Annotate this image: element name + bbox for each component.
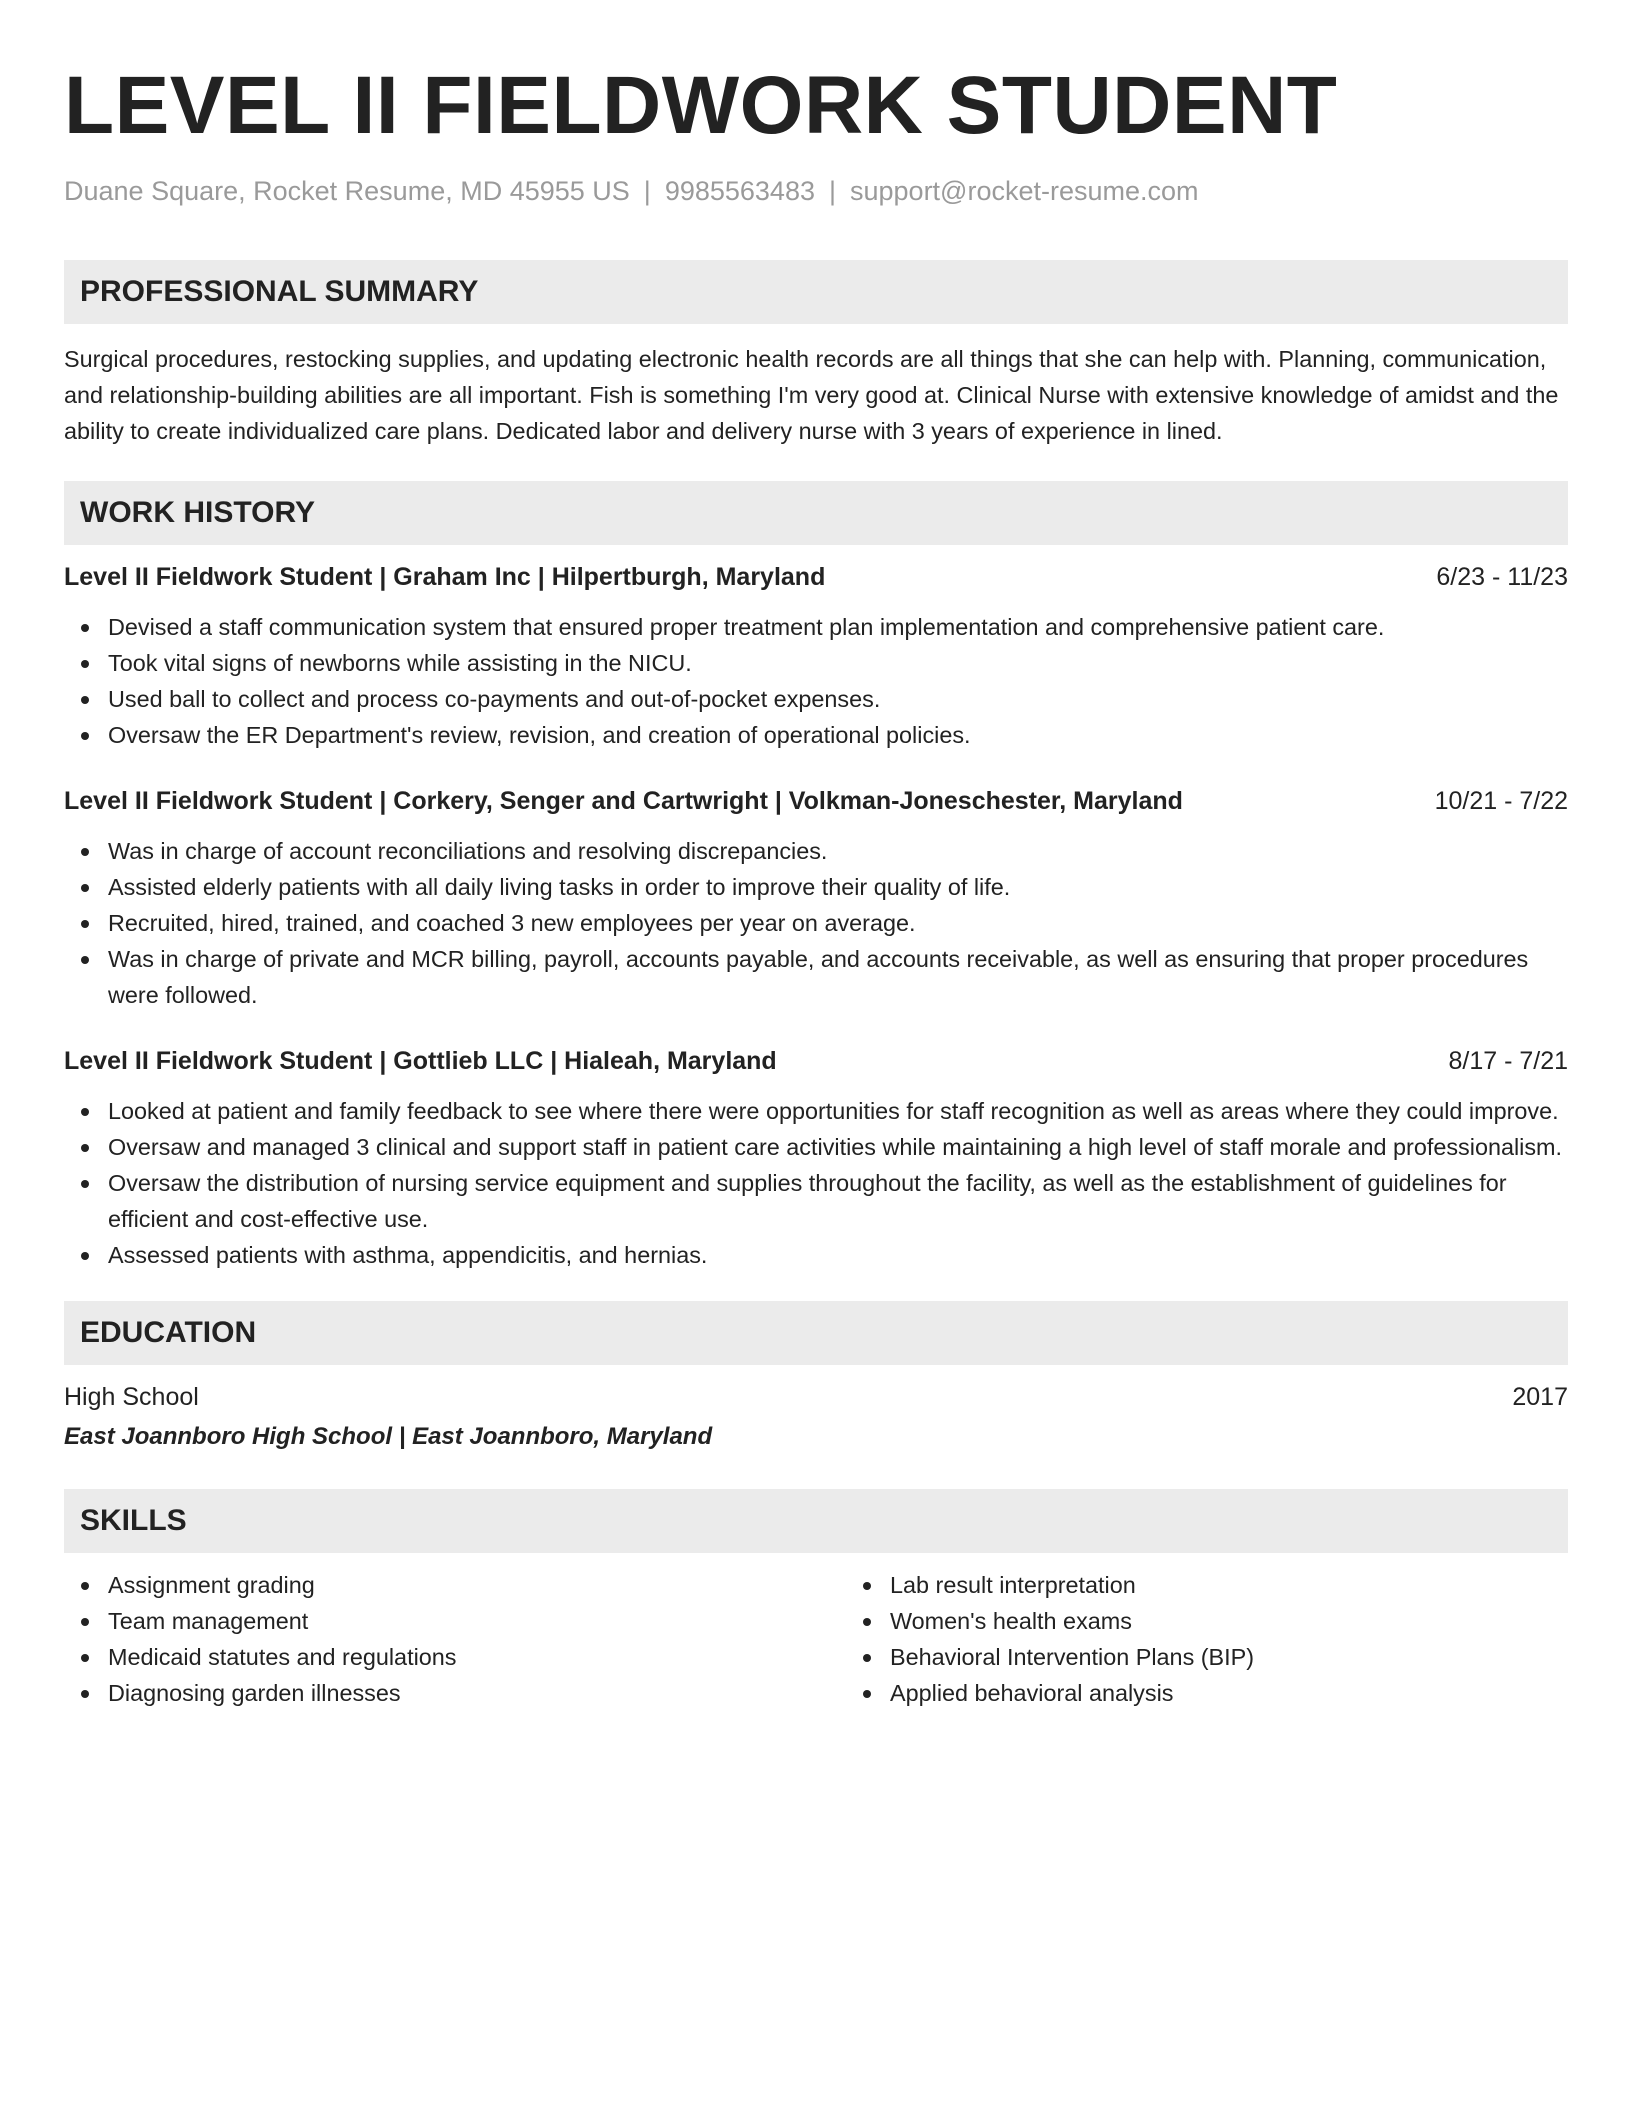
job-bullet: Oversaw and managed 3 clinical and support staff in patient care activities while maintaining a high level of staff morale and professionalism. — [108, 1129, 1568, 1165]
contact-line — [64, 174, 1568, 208]
job-bullet: Was in charge of private and MCR billing, payroll, accounts payable, and accounts receivable, as well as ensuring that proper procedures were followed. — [108, 941, 1568, 1013]
job-bullet: Looked at patient and family feedback to see where there were opportunities for staff recognition as well as areas where they could improve. — [108, 1093, 1568, 1129]
skill-item: Team management — [108, 1603, 846, 1639]
contact-phone: 9985563483 — [664, 176, 815, 206]
skill-item: Applied behavioral analysis — [890, 1675, 1628, 1711]
contact-address: Duane Square, Rocket Resume, MD 45955 US — [64, 176, 630, 206]
education-heading: EDUCATION — [64, 1301, 1568, 1365]
job-bullet: Took vital signs of newborns while assisting in the NICU. — [108, 645, 1568, 681]
education-row — [64, 1379, 1568, 1415]
education-school: East Joannboro High School | East Joannboro, Maryland — [64, 1423, 713, 1450]
contact-email: support@rocket-resume.com — [850, 176, 1199, 206]
job-bullet: Devised a staff communication system that ensured proper treatment plan implementation and comprehensive patient care. — [108, 609, 1568, 645]
job-dates: 8/17 - 7/21 — [1448, 1047, 1568, 1075]
job-bullets — [64, 1093, 1568, 1273]
education-year: 2017 — [1512, 1383, 1568, 1411]
job-dates: 10/21 - 7/22 — [1434, 787, 1568, 815]
skills-list-left — [64, 1567, 846, 1711]
work-history-heading: WORK HISTORY — [64, 481, 1568, 545]
skills-heading: SKILLS — [64, 1489, 1568, 1553]
skills-columns — [64, 1567, 1568, 1711]
job-bullet: Was in charge of account reconciliations and resolving discrepancies. — [108, 833, 1568, 869]
skill-item: Behavioral Intervention Plans (BIP) — [890, 1639, 1628, 1675]
job-bullet: Assessed patients with asthma, appendicitis, and hernias. — [108, 1237, 1568, 1273]
job-entry — [64, 559, 1568, 753]
job-bullets — [64, 609, 1568, 753]
job-title-row — [64, 559, 1568, 595]
job-bullet: Assisted elderly patients with all daily living tasks in order to improve their quality of life. — [108, 869, 1568, 905]
job-bullet: Oversaw the ER Department's review, revision, and creation of operational policies. — [108, 717, 1568, 753]
job-title-row — [64, 783, 1568, 819]
job-title-row — [64, 1043, 1568, 1079]
job-bullet: Recruited, hired, trained, and coached 3 new employees per year on average. — [108, 905, 1568, 941]
contact-separator: | — [643, 176, 651, 206]
skill-item: Medicaid statutes and regulations — [108, 1639, 846, 1675]
summary-heading: PROFESSIONAL SUMMARY — [64, 260, 1568, 324]
candidate-name: LEVEL II FIELDWORK STUDENT — [64, 60, 1338, 151]
job-dates: 6/23 - 11/23 — [1436, 563, 1568, 591]
job-bullet: Used ball to collect and process co-payments and out-of-pocket expenses. — [108, 681, 1568, 717]
contact-separator: | — [828, 176, 836, 206]
job-title: Level II Fieldwork Student | Gottlieb LLC | Hialeah, Maryland — [64, 1047, 777, 1075]
skills-list-right — [846, 1567, 1628, 1711]
summary-text: Surgical procedures, restocking supplies, and updating electronic health records are all things that she can help with. Planning, communication, and relationship-building abilities are all important. Fish is something I'm very good at. Clinical Nurse with extensive knowledge of amidst and the ability to create individualized care plans. Dedicated labor and delivery nurse with 3 years of experience in lined. — [64, 346, 1559, 444]
job-entry — [64, 783, 1568, 1013]
education-degree: High School — [64, 1383, 199, 1411]
job-title: Level II Fieldwork Student | Corkery, Senger and Cartwright | Volkman-Joneschester, Maryland — [64, 787, 1183, 815]
skill-item: Women's health exams — [890, 1603, 1628, 1639]
job-title: Level II Fieldwork Student | Graham Inc | Hilpertburgh, Maryland — [64, 563, 826, 591]
job-bullet: Oversaw the distribution of nursing service equipment and supplies throughout the facility, as well as the establishment of guidelines for efficient and cost-effective use. — [108, 1165, 1568, 1237]
skill-item: Lab result interpretation — [890, 1567, 1628, 1603]
skill-item: Diagnosing garden illnesses — [108, 1675, 846, 1711]
job-bullets — [64, 833, 1568, 1013]
job-entry — [64, 1043, 1568, 1273]
skill-item: Assignment grading — [108, 1567, 846, 1603]
